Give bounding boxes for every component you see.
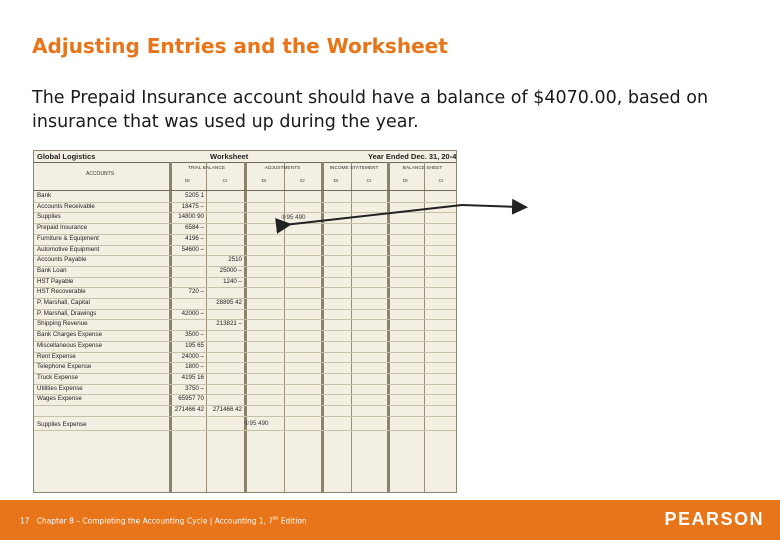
account-name: Wages Expense — [37, 395, 82, 403]
account-name: Automotive Equipment — [37, 245, 100, 253]
account-name: Utilities Expense — [37, 384, 83, 392]
slide-footer — [0, 500, 780, 540]
account-name: Shipping Revenue — [37, 320, 88, 328]
accounts-column-header: ACCOUNTS — [86, 171, 115, 177]
trial-balance-debit: 720 – — [188, 288, 204, 296]
account-name: HST Recoverable — [37, 288, 86, 296]
section-header: TRIAL BALANCE — [187, 166, 226, 171]
debit-column-header: Dr — [184, 179, 191, 184]
trial-balance-debit: 195 65 — [185, 341, 204, 349]
account-name: HST Payable — [37, 277, 74, 285]
trial-balance-debit: 3500 – — [185, 331, 204, 339]
account-name: Miscellaneous Expense — [37, 341, 103, 349]
account-name: Bank Loan — [37, 266, 67, 274]
slide-title: Adjusting Entries and the Worksheet — [32, 34, 448, 58]
trial-balance-debit: 4195 16 — [181, 373, 204, 381]
credit-column-header: Cr — [299, 179, 306, 184]
credit-column-header: Cr — [366, 179, 372, 184]
adjustment-supplies-credit: ①95 490 — [281, 214, 306, 221]
debit-column-header: Dr — [261, 179, 267, 184]
account-name: Furniture & Equipment — [37, 234, 99, 242]
account-name: Prepaid Insurance — [37, 224, 88, 232]
trial-balance-credit: 28895 42 — [216, 299, 242, 306]
chapter-text: Chapter 8 – Completing the Accounting Cycle | Accounting 1, 7 — [36, 516, 274, 526]
trial-balance-debit: 5205 1 — [185, 192, 204, 199]
account-name: Supplies Expense — [37, 420, 87, 428]
account-name: Rent Expense — [37, 352, 76, 360]
account-name: P. Marshall, Drawings — [37, 309, 97, 317]
account-name: Bank Charges Expense — [37, 331, 103, 339]
adjustment-supplies-expense-debit: ①95 490 — [244, 420, 269, 427]
trial-balance-debit: 1800 – — [185, 363, 204, 371]
account-name: P. Marshall, Capital — [37, 299, 90, 306]
account-name: Accounts Payable — [37, 256, 87, 264]
trial-balance-debit: 24000 – — [181, 352, 204, 360]
trial-balance-credit: 1240 – — [223, 277, 242, 285]
credit-column-header: Cr — [438, 179, 444, 184]
trial-balance-debit: 6584 – — [185, 224, 204, 232]
account-name: Accounts Receivable — [37, 202, 95, 210]
pearson-logo: PEARSON — [664, 509, 764, 529]
trial-balance-debit: 3750 – — [185, 384, 204, 392]
trial-balance-credit: 2510 — [228, 256, 242, 264]
worksheet-title: Worksheet — [210, 152, 249, 161]
account-name: Telephone Expense — [37, 363, 92, 371]
edition-text: Edition — [278, 516, 307, 526]
trial-balance-credit: 25000 – — [219, 266, 242, 274]
account-name: Bank — [37, 192, 52, 199]
trial-balance-credit: 271466 42 — [212, 406, 242, 413]
slide-body-text: The Prepaid Insurance account should have a balance of $4070.00, based on insurance that was used up during the year. — [32, 88, 709, 132]
worksheet-period: Year Ended Dec. 31, 20-4 — [368, 152, 457, 161]
credit-column-header: Cr — [222, 179, 228, 184]
debit-column-header: Dr — [402, 179, 409, 184]
account-name: Truck Expense — [37, 373, 79, 381]
trial-balance-debit: 42000 – — [181, 309, 204, 317]
trial-balance-debit: 14800 90 — [178, 213, 204, 221]
edition-superscript: th — [273, 516, 279, 522]
section-header: BALANCE SHEET — [402, 166, 443, 171]
arrow-line-right — [462, 205, 520, 207]
trial-balance-debit: 4196 – — [185, 234, 204, 242]
section-header: ADJUSTMENTS — [264, 166, 301, 171]
trial-balance-debit: 18475 – — [181, 202, 204, 210]
worksheet-company: Global Logistics — [37, 152, 96, 161]
account-name: Supplies — [37, 213, 61, 221]
arrow-line-left — [284, 205, 462, 225]
section-header: INCOME STATEMENT — [329, 166, 379, 171]
trial-balance-debit: 271466 42 — [174, 406, 204, 413]
trial-balance-debit: 54600 – — [181, 245, 204, 253]
page-number: 17 — [20, 516, 30, 526]
trial-balance-debit: 65957 70 — [178, 395, 204, 403]
debit-column-header: Dr — [333, 179, 339, 184]
trial-balance-credit: 213821 – — [216, 320, 242, 328]
footer-caption — [20, 516, 307, 526]
